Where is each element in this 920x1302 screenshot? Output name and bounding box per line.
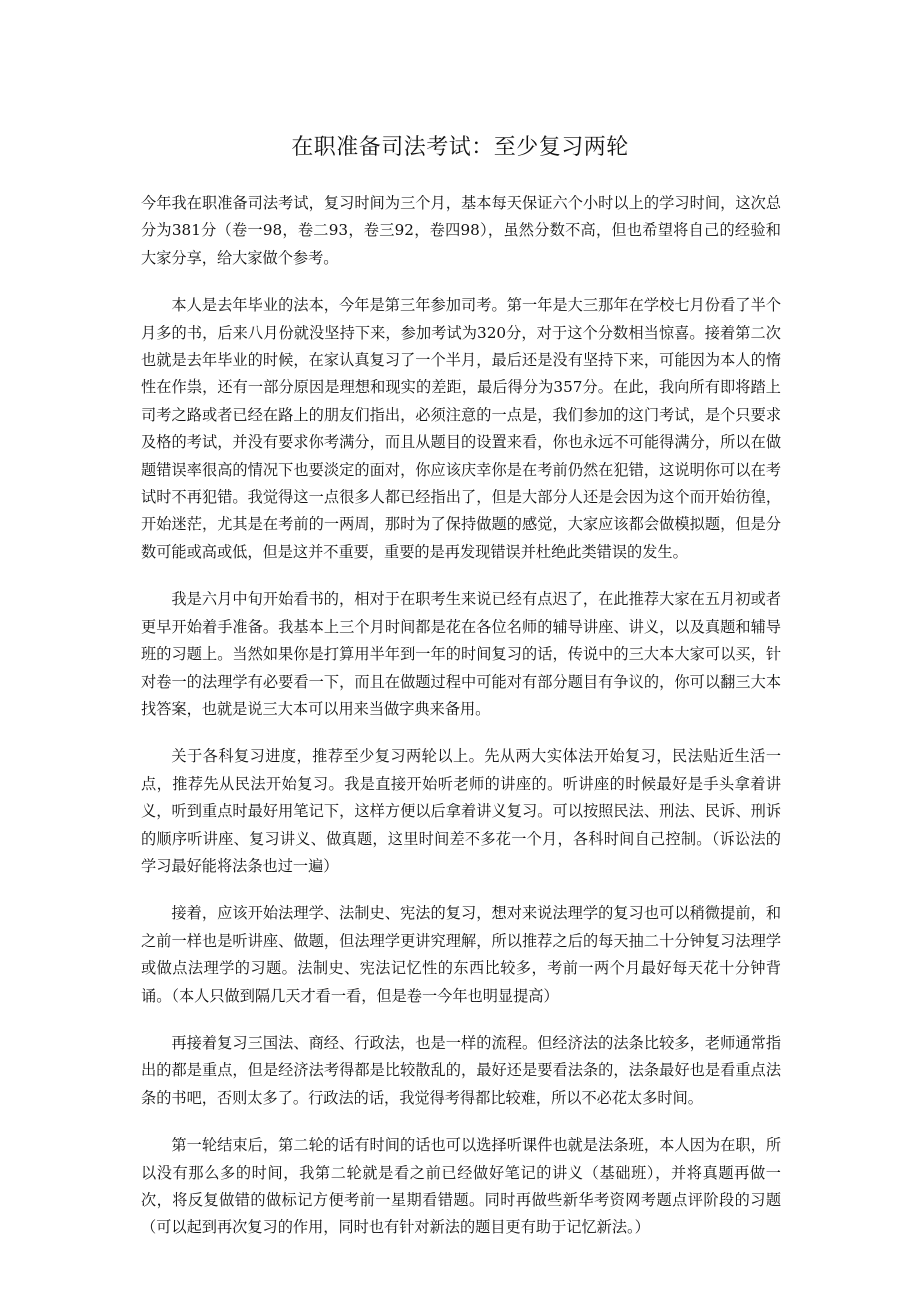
document-title: 在职准备司法考试：至少复习两轮 [291,135,629,160]
paragraph-review-progress: 关于各科复习进度，推荐至少复习两轮以上。先从两大实体法开始复习，民法贴近生活一点，推荐先从民法开始复习。我是直接开始听老师的讲座的。听讲座的时候最好是手头拿着讲义，听到重点时最好用笔记下，这样方便以后拿着讲义复习。可以按照民法、刑法、民诉、刑诉的顺序听讲座、复习讲义、做真题，这里时间差不多花一个月，各科时间自己控制。（诉讼法的学习最好能将法条也过一遍） [141,747,781,875]
paragraph-start-time: 我是六月中旬开始看书的，相对于在职考生来说已经有点迟了，在此推荐大家在五月初或者更早开始着手准备。我基本上三个月时间都是花在各位名师的辅导讲座、讲义，以及真题和辅导班的习题上。当然如果你是打算用半年到一年的时间复习的话，传说中的三大本大家可以买，针对卷一的法理学有必要看一下，而且在做题过程中可能对有部分题目有争议的，你可以翻三大本找答案，也就是说三大本可以用来当做字典来备用。 [141,590,781,718]
paragraph-intro: 今年我在职准备司法考试，复习时间为三个月，基本每天保证六个小时以上的学习时间，这次总分为381分（卷一98，卷二93，卷三92，卷四98），虽然分数不高，但也希望将自己的经验和大家分享，给大家做个参考。 [141,194,781,267]
paragraph-second-round: 第一轮结束后，第二轮的话有时间的话也可以选择听课件也就是法条班，本人因为在职，所以没有那么多的时间，我第二轮就是看之前已经做好笔记的讲义（基础班），并将真题再做一次，将反复做错的做标记方便考前一星期看错题。同时再做些新华考资网考题点评阶段的习题（可以起到再次复习的作用，同时也有针对新法的题目更有助于记忆新法。） [141,1136,781,1237]
paragraph-background: 本人是去年毕业的法本，今年是第三年参加司考。第一年是大三那年在学校七月份看了半个月多的书，后来八月份就没坚持下来，参加考试为320分，对于这个分数相当惊喜。接着第二次也就是去年毕业的时候，在家认真复习了一个半月，最后还是没有坚持下来，可能因为本人的惰性在作祟，还有一部分原因是理想和现实的差距，最后得分为357分。在此，我向所有即将踏上司考之路或者已经在路上的朋友们指出，必须注意的一点是，我们参加的这门考试，是个只要求及格的考试，并没有要求你考满分，而且从题目的设置来看，你也永远不可能得满分，所以在做题错误率很高的情况下也要淡定的面对，你应该庆幸你是在考前仍然在犯错，这说明你可以在考试时不再犯错。我觉得这一点很多人都已经指出了，但是大部分人还是会因为这个而开始彷徨，开始迷茫，尤其是在考前的一两周，那时为了保持做题的感觉，大家应该都会做模拟题，但是分数可能或高或低，但是这并不重要，重要的是再发现错误并杜绝此类错误的发生。 [141,296,781,561]
paragraph-jurisprudence: 接着，应该开始法理学、法制史、宪法的复习，想对来说法理学的复习也可以稍微提前，和之前一样也是听讲座、做题，但法理学更讲究理解，所以推荐之后的每天抽二十分钟复习法理学或做点法理学的习题。法制史、宪法记忆性的东西比较多，考前一两个月最好每天花十分钟背诵。（本人只做到隔几天才看一看，但是卷一今年也明显提高） [141,904,781,1005]
paragraph-other-subjects: 再接着复习三国法、商经、行政法，也是一样的流程。但经济法的法条比较多，老师通常指出的都是重点，但是经济法考得都是比较散乱的，最好还是要看法条的，法条最好也是看重点法条的书吧，否则太多了。行政法的话，我觉得考得都比较难，所以不必花太多时间。 [141,1033,781,1107]
document-body [141,190,781,1262]
